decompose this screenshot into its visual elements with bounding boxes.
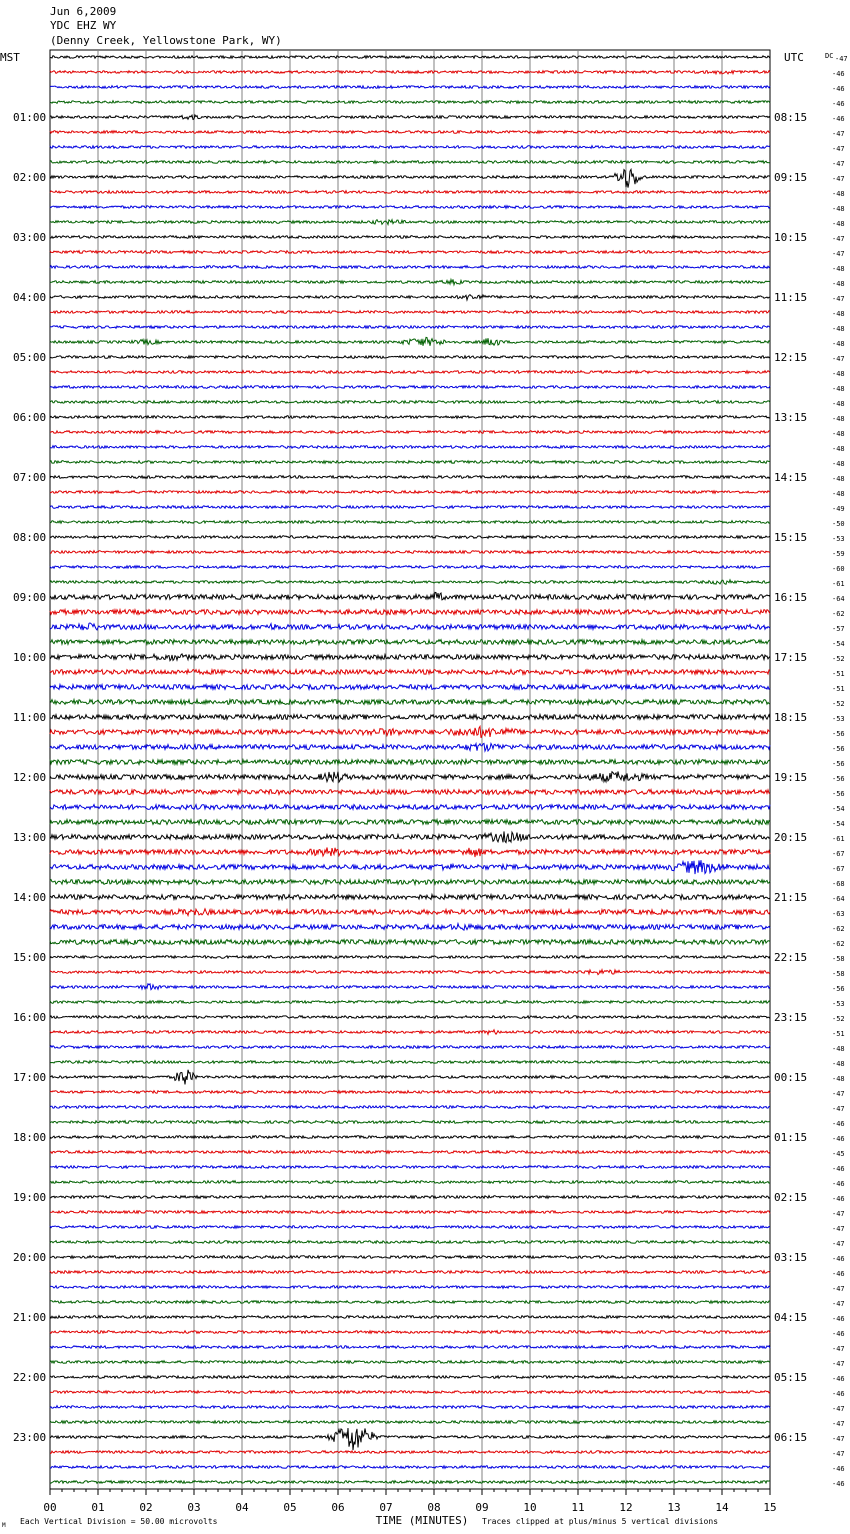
- dc-offset-value: -46: [832, 1180, 845, 1188]
- dc-offset-value: -48: [832, 310, 845, 318]
- seismic-trace: [50, 610, 770, 615]
- utc-hour-label: 16:15: [774, 591, 808, 604]
- mst-hour-label: 14:00: [13, 891, 47, 904]
- x-tick-label: 07: [379, 1501, 393, 1514]
- x-tick-label: 02: [139, 1501, 153, 1514]
- x-tick-label: 01: [91, 1501, 105, 1514]
- seismic-trace: [50, 446, 770, 449]
- seismic-trace: [50, 206, 770, 209]
- x-tick-label: 04: [235, 1501, 249, 1514]
- dc-offset-value: -62: [832, 610, 845, 618]
- seismic-trace: [50, 924, 770, 931]
- dc-offset-value: -54: [832, 805, 845, 813]
- dc-offset-value: -47: [832, 295, 845, 303]
- seismic-trace: [50, 1136, 770, 1139]
- dc-offset-value: -47: [832, 1285, 845, 1293]
- dc-offset-value: -50: [832, 520, 845, 528]
- dc-offset-value: -46: [832, 1120, 845, 1128]
- utc-hour-label: 17:15: [774, 651, 808, 664]
- seismic-trace: [50, 685, 770, 690]
- seismic-trace: [50, 623, 770, 630]
- seismic-trace: [50, 431, 770, 434]
- seismic-trace: [50, 220, 770, 225]
- seismic-trace: [50, 848, 770, 858]
- dc-offset-value: -48: [832, 445, 845, 453]
- dc-offset-value: -48: [832, 385, 845, 393]
- seismic-trace: [50, 760, 770, 765]
- mst-hour-label: 22:00: [13, 1371, 47, 1384]
- dc-offset-value: -47: [832, 1420, 845, 1428]
- utc-hour-label: 13:15: [774, 411, 808, 424]
- x-axis-title: TIME (MINUTES): [375, 1514, 469, 1527]
- dc-offset-value: -48: [832, 340, 845, 348]
- mst-hour-label: 12:00: [13, 771, 47, 784]
- dc-offset-value: -47: [832, 160, 845, 168]
- seismic-trace: [50, 1181, 770, 1184]
- seismic-trace: [50, 295, 770, 300]
- seismic-trace: [50, 326, 770, 329]
- mst-hour-label: 02:00: [13, 171, 47, 184]
- seismic-trace: [50, 895, 770, 900]
- seismic-trace: [50, 1226, 770, 1229]
- mst-hour-label: 15:00: [13, 951, 47, 964]
- seismic-trace: [50, 1331, 770, 1334]
- dc-offset-value: -48: [832, 1075, 845, 1083]
- corner-mark: M: [2, 1522, 6, 1529]
- seismic-trace: [50, 1428, 770, 1450]
- mst-hour-label: 19:00: [13, 1191, 47, 1204]
- dc-label: DC: [825, 52, 834, 60]
- seismic-trace: [50, 940, 770, 945]
- seismic-trace: [50, 311, 770, 314]
- dc-offset-value: -62: [832, 940, 845, 948]
- dc-offset-value: -48: [832, 1060, 845, 1068]
- seismic-trace: [50, 101, 770, 104]
- x-tick-label: 05: [283, 1501, 297, 1514]
- seismic-trace: [50, 1481, 770, 1484]
- dc-offset-value: -47: [832, 1225, 845, 1233]
- utc-hour-label: 23:15: [774, 1011, 808, 1024]
- dc-offset-value: -59: [832, 550, 845, 558]
- utc-hour-label: 15:15: [774, 531, 808, 544]
- dc-offset-value: -48: [832, 190, 845, 198]
- seismic-trace: [50, 1106, 770, 1109]
- seismic-trace: [50, 1361, 770, 1364]
- dc-offset-value: -46: [832, 1390, 845, 1398]
- seismic-trace: [50, 266, 770, 269]
- seismic-trace: [50, 56, 770, 59]
- seismic-trace: [50, 191, 770, 194]
- seismic-trace: [50, 1091, 770, 1094]
- dc-offset-value: -56: [832, 790, 845, 798]
- seismic-trace: [50, 1070, 770, 1085]
- x-tick-label: 10: [523, 1501, 537, 1514]
- mst-hour-label: 07:00: [13, 471, 47, 484]
- dc-offset-value: -47: [832, 1405, 845, 1413]
- mst-hour-label: 21:00: [13, 1311, 47, 1324]
- seismic-trace: [50, 1151, 770, 1154]
- dc-offset-value: -46: [832, 100, 845, 108]
- seismic-trace: [50, 476, 770, 479]
- seismic-trace: [50, 1391, 770, 1394]
- dc-offset-value: -48: [832, 475, 845, 483]
- mst-hour-label: 05:00: [13, 351, 47, 364]
- mst-hour-label: 13:00: [13, 831, 47, 844]
- utc-hour-label: 21:15: [774, 891, 808, 904]
- seismic-trace: [50, 790, 770, 795]
- x-tick-label: 08: [427, 1501, 441, 1514]
- seismic-trace: [50, 1286, 770, 1289]
- seismic-trace: [50, 831, 770, 842]
- seismic-trace: [50, 1046, 770, 1049]
- dc-offset-value: -48: [832, 280, 845, 288]
- utc-hour-label: 12:15: [774, 351, 808, 364]
- dc-offset-value: -47: [835, 55, 848, 63]
- seismic-trace: [50, 1421, 770, 1424]
- dc-offset-value: -48: [832, 205, 845, 213]
- seismic-trace: [50, 371, 770, 374]
- dc-offset-value: -47: [832, 1090, 845, 1098]
- dc-offset-value: -61: [832, 835, 845, 843]
- utc-hour-label: 22:15: [774, 951, 808, 964]
- seismic-trace: [50, 1346, 770, 1349]
- seismic-trace: [50, 161, 770, 164]
- seismic-trace: [50, 580, 770, 584]
- mst-hour-label: 06:00: [13, 411, 47, 424]
- mst-hour-label: 08:00: [13, 531, 47, 544]
- dc-offset-value: -48: [832, 325, 845, 333]
- utc-hour-label: 19:15: [774, 771, 808, 784]
- seismic-trace: [50, 1241, 770, 1244]
- dc-offset-value: -52: [832, 700, 845, 708]
- dc-offset-value: -58: [832, 970, 845, 978]
- seismic-trace: [50, 1001, 770, 1004]
- dc-offset-value: -48: [832, 490, 845, 498]
- x-tick-label: 11: [571, 1501, 585, 1514]
- mst-axis-title: MST: [0, 51, 20, 64]
- utc-hour-label: 01:15: [774, 1131, 808, 1144]
- utc-hour-label: 20:15: [774, 831, 808, 844]
- clipping-note: Traces clipped at plus/minus 5 vertical divisions: [482, 1517, 719, 1526]
- seismic-trace: [50, 491, 770, 494]
- seismic-trace: [50, 1301, 770, 1304]
- mst-hour-label: 10:00: [13, 651, 47, 664]
- seismic-trace: [50, 86, 770, 89]
- dc-offset-value: -60: [832, 565, 845, 573]
- seismic-trace: [50, 880, 770, 885]
- seismic-trace: [50, 1061, 770, 1064]
- seismic-trace: [50, 337, 770, 346]
- seismic-trace: [50, 386, 770, 389]
- x-tick-label: 00: [43, 1501, 57, 1514]
- dc-offset-value: -47: [832, 1345, 845, 1353]
- dc-offset-value: -47: [832, 1240, 845, 1248]
- dc-offset-value: -48: [832, 370, 845, 378]
- x-tick-label: 14: [715, 1501, 729, 1514]
- dc-offset-value: -46: [832, 1270, 845, 1278]
- seismic-trace: [50, 743, 770, 751]
- seismic-trace: [50, 279, 770, 284]
- dc-offset-value: -52: [832, 655, 845, 663]
- mst-hour-label: 09:00: [13, 591, 47, 604]
- dc-offset-value: -46: [832, 1465, 845, 1473]
- dc-offset-value: -48: [832, 460, 845, 468]
- dc-offset-value: -46: [832, 1375, 845, 1383]
- dc-offset-value: -56: [832, 745, 845, 753]
- dc-offset-value: -56: [832, 985, 845, 993]
- seismic-trace: [50, 356, 770, 359]
- x-tick-label: 13: [667, 1501, 681, 1514]
- dc-offset-value: -54: [832, 820, 845, 828]
- seismic-trace: [50, 461, 770, 464]
- seismic-trace: [50, 640, 770, 645]
- dc-offset-value: -52: [832, 1015, 845, 1023]
- dc-offset-value: -47: [832, 1450, 845, 1458]
- seismic-trace: [50, 1030, 770, 1035]
- chart-date: Jun 6,2009: [50, 5, 117, 18]
- utc-hour-label: 11:15: [774, 291, 808, 304]
- mst-hour-label: 23:00: [13, 1431, 47, 1444]
- utc-hour-label: 05:15: [774, 1371, 808, 1384]
- dc-offset-value: -48: [832, 430, 845, 438]
- seismic-trace: [50, 1466, 770, 1469]
- seismic-trace: [50, 401, 770, 404]
- dc-offset-value: -64: [832, 895, 845, 903]
- mst-hour-label: 20:00: [13, 1251, 47, 1264]
- dc-offset-value: -47: [832, 145, 845, 153]
- dc-offset-value: -48: [832, 1045, 845, 1053]
- vertical-division-note: Each Vertical Division = 50.00 microvolts: [20, 1517, 218, 1526]
- dc-offset-value: -67: [832, 865, 845, 873]
- dc-offset-value: -46: [832, 1315, 845, 1323]
- dc-offset-value: -67: [832, 850, 845, 858]
- seismic-trace: [50, 1406, 770, 1409]
- utc-hour-label: 14:15: [774, 471, 808, 484]
- seismic-trace: [50, 1256, 770, 1259]
- dc-offset-value: -47: [832, 130, 845, 138]
- dc-offset-value: -63: [832, 910, 845, 918]
- seismic-trace: [50, 521, 770, 524]
- utc-hour-label: 04:15: [774, 1311, 808, 1324]
- dc-offset-value: -47: [832, 1210, 845, 1218]
- seismic-trace: [50, 1196, 770, 1199]
- dc-offset-value: -64: [832, 595, 845, 603]
- seismic-trace: [50, 536, 770, 539]
- dc-offset-value: -48: [832, 415, 845, 423]
- dc-offset-value: -47: [832, 1435, 845, 1443]
- seismic-trace: [50, 416, 770, 419]
- seismic-trace: [50, 860, 770, 874]
- dc-offset-value: -48: [832, 265, 845, 273]
- seismic-trace: [50, 1271, 770, 1274]
- dc-offset-value: -47: [832, 1360, 845, 1368]
- dc-offset-value: -46: [832, 70, 845, 78]
- seismic-trace: [50, 726, 770, 737]
- dc-offset-value: -46: [832, 1135, 845, 1143]
- mst-hour-label: 18:00: [13, 1131, 47, 1144]
- mst-hour-label: 01:00: [13, 111, 47, 124]
- dc-offset-value: -47: [832, 235, 845, 243]
- dc-offset-value: -48: [832, 400, 845, 408]
- dc-offset-value: -49: [832, 505, 845, 513]
- dc-offset-value: -53: [832, 535, 845, 543]
- mst-hour-label: 11:00: [13, 711, 47, 724]
- seismic-trace: [50, 592, 770, 600]
- dc-offset-value: -56: [832, 730, 845, 738]
- dc-offset-value: -47: [832, 175, 845, 183]
- utc-hour-label: 08:15: [774, 111, 808, 124]
- seismic-trace: [50, 700, 770, 705]
- mst-hour-label: 03:00: [13, 231, 47, 244]
- seismic-trace: [50, 820, 770, 825]
- chart-station: YDC EHZ WY: [50, 19, 117, 32]
- dc-offset-value: -51: [832, 1030, 845, 1038]
- dc-offset-value: -47: [832, 250, 845, 258]
- x-tick-label: 15: [763, 1501, 777, 1514]
- seismic-trace: [50, 506, 770, 509]
- dc-offset-value: -56: [832, 775, 845, 783]
- seismic-trace: [50, 146, 770, 149]
- x-tick-label: 12: [619, 1501, 633, 1514]
- utc-hour-label: 00:15: [774, 1071, 808, 1084]
- seismic-trace: [50, 1016, 770, 1019]
- seismic-trace: [50, 1166, 770, 1169]
- dc-offset-value: -57: [832, 625, 845, 633]
- dc-offset-value: -56: [832, 760, 845, 768]
- x-tick-label: 03: [187, 1501, 201, 1514]
- seismic-trace: [50, 1121, 770, 1124]
- dc-offset-value: -46: [832, 85, 845, 93]
- seismic-trace: [50, 715, 770, 720]
- seismic-trace: [50, 131, 770, 134]
- seismic-trace: [50, 1316, 770, 1319]
- utc-hour-label: 09:15: [774, 171, 808, 184]
- seismic-trace: [50, 71, 770, 74]
- dc-offset-value: -62: [832, 925, 845, 933]
- seismic-trace: [50, 566, 770, 569]
- utc-hour-label: 02:15: [774, 1191, 808, 1204]
- seismic-trace: [50, 169, 770, 187]
- chart-location: (Denny Creek, Yellowstone Park, WY): [50, 34, 282, 47]
- seismic-trace: [50, 1451, 770, 1454]
- dc-offset-value: -53: [832, 1000, 845, 1008]
- dc-offset-value: -46: [832, 1165, 845, 1173]
- utc-axis-title: UTC: [784, 51, 804, 64]
- seismic-trace: [50, 251, 770, 254]
- seismic-trace: [50, 805, 770, 810]
- seismic-trace: [50, 970, 770, 975]
- seismic-trace: [50, 1211, 770, 1214]
- seismic-trace: [50, 670, 770, 675]
- utc-hour-label: 03:15: [774, 1251, 808, 1264]
- seismic-trace: [50, 115, 770, 119]
- utc-hour-label: 06:15: [774, 1431, 808, 1444]
- seismic-trace: [50, 909, 770, 916]
- dc-offset-value: -46: [832, 1255, 845, 1263]
- seismic-trace: [50, 654, 770, 661]
- x-tick-label: 06: [331, 1501, 345, 1514]
- dc-offset-value: -46: [832, 1480, 845, 1488]
- utc-hour-label: 10:15: [774, 231, 808, 244]
- dc-offset-value: -47: [832, 1105, 845, 1113]
- seismic-trace: [50, 551, 770, 554]
- utc-hour-label: 18:15: [774, 711, 808, 724]
- seismic-trace: [50, 984, 770, 990]
- seismic-trace: [50, 956, 770, 959]
- dc-offset-value: -47: [832, 1300, 845, 1308]
- dc-offset-value: -45: [832, 1150, 845, 1158]
- dc-offset-value: -58: [832, 955, 845, 963]
- mst-hour-label: 17:00: [13, 1071, 47, 1084]
- mst-hour-label: 16:00: [13, 1011, 47, 1024]
- dc-offset-value: -48: [832, 220, 845, 228]
- dc-offset-value: -61: [832, 580, 845, 588]
- mst-hour-label: 04:00: [13, 291, 47, 304]
- dc-offset-value: -54: [832, 640, 845, 648]
- seismic-trace: [50, 1376, 770, 1379]
- dc-offset-value: -51: [832, 685, 845, 693]
- dc-offset-value: -46: [832, 1195, 845, 1203]
- dc-offset-value: -53: [832, 715, 845, 723]
- seismic-trace: [50, 236, 770, 239]
- dc-offset-value: -51: [832, 670, 845, 678]
- dc-offset-value: -68: [832, 880, 845, 888]
- dc-offset-value: -46: [832, 1330, 845, 1338]
- dc-offset-value: -46: [832, 115, 845, 123]
- seismic-trace: [50, 772, 770, 783]
- x-tick-label: 09: [475, 1501, 489, 1514]
- dc-offset-value: -47: [832, 355, 845, 363]
